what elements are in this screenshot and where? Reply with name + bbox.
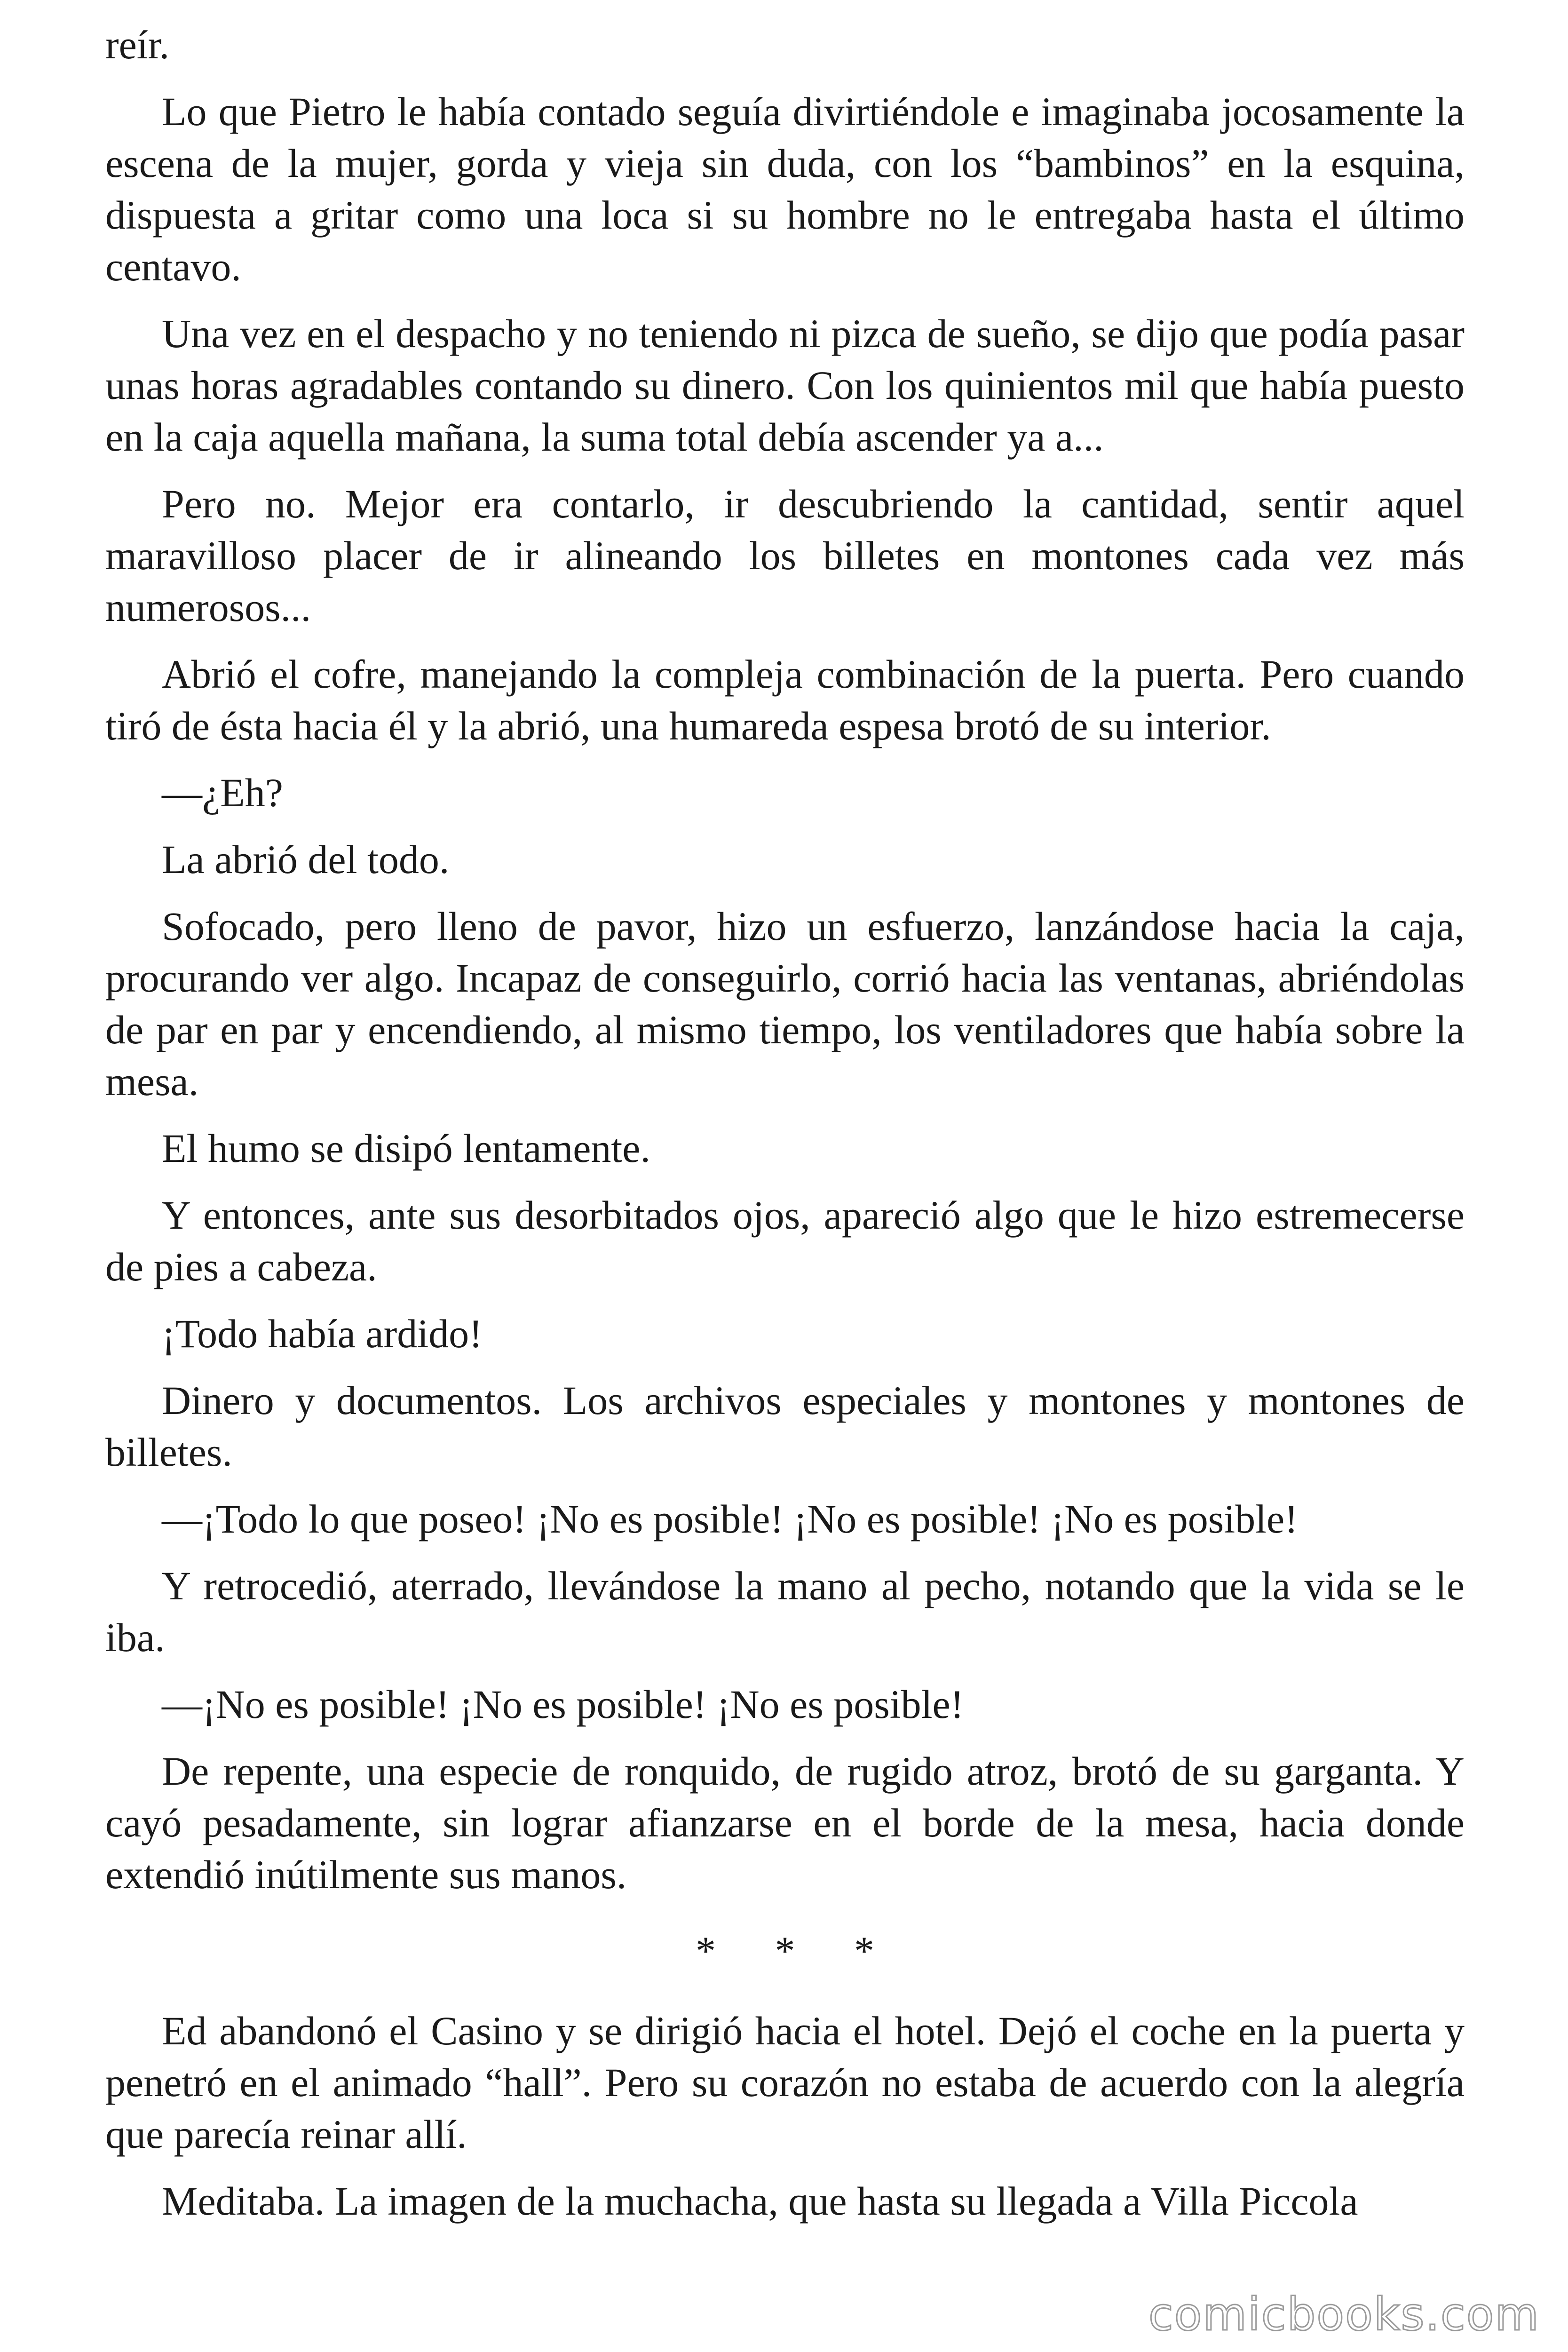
paragraph: Lo que Pietro le había contado seguía divirtiéndole e imaginaba jocosamente la escena de la mujer, gorda y vieja sin duda, con los “bambinos” en la esquina, dispuesta a gritar como una loca si su hombre no le entregaba hasta el último centavo. (105, 89, 1465, 289)
paragraph: Y retrocedió, aterrado, llevándose la mano al pecho, notando que la vida se le iba. (105, 1563, 1465, 1660)
paragraph: reír. (105, 22, 170, 67)
paragraph: Dinero y documentos. Los archivos especiales y montones y montones de billetes. (105, 1378, 1465, 1475)
dialogue-line: —¡Todo lo que poseo! ¡No es posible! ¡No es posible! ¡No es posible! (162, 1496, 1298, 1542)
paragraph: La abrió del todo. (162, 837, 450, 882)
paragraph: Abrió el cofre, manejando la compleja combinación de la puerta. Pero cuando tiró de ésta hacia él y la abrió, una humareda espesa brotó de su interior. (105, 652, 1465, 748)
paragraph: Sofocado, pero lleno de pavor, hizo un esfuerzo, lanzándose hacia la caja, procurando ver algo. Incapaz de conseguirlo, corrió hacia las ventanas, abriéndolas de par en par y encendiendo, al mismo tiempo, los ventiladores que había sobre la mesa. (105, 904, 1465, 1104)
section-separator (105, 1925, 1465, 1977)
paragraph: El humo se disipó lentamente. (162, 1126, 650, 1171)
paragraph: De repente, una especie de ronquido, de rugido atroz, brotó de su garganta. Y cayó pesadamente, sin lograr afianzarse en el borde de la mesa, hacia donde extendió inútilmente sus manos. (105, 1748, 1465, 1897)
separator-asterisk: * (775, 1928, 795, 1973)
paragraph: Y entonces, ante sus desorbitados ojos, apareció algo que le hizo estremecerse de pies a cabeza. (105, 1192, 1465, 1289)
separator-asterisk: * (854, 1928, 874, 1973)
watermark: comicbooks.com (1148, 2288, 1540, 2341)
paragraph: Pero no. Mejor era contarlo, ir descubriendo la cantidad, sentir aquel maravilloso placer de ir alineando los billetes en montones cada vez más numerosos... (105, 481, 1465, 630)
separator-asterisk: * (696, 1928, 716, 1973)
dialogue-line: —¿Eh? (162, 770, 283, 815)
paragraph: Una vez en el despacho y no teniendo ni pizca de sueño, se dijo que podía pasar unas horas agradables contando su dinero. Con los quinientos mil que había puesto en la caja aquella mañana, la suma total debía ascender ya a... (105, 311, 1465, 460)
paragraph: ¡Todo había ardido! (162, 1311, 483, 1356)
document-page (105, 19, 1465, 2242)
dialogue-line: —¡No es posible! ¡No es posible! ¡No es posible! (162, 1682, 964, 1727)
paragraph: Ed abandonó el Casino y se dirigió hacia el hotel. Dejó el coche en la puerta y penetró en el animado “hall”. Pero su corazón no estaba de acuerdo con la alegría que parecía reinar allí. (105, 2008, 1465, 2157)
paragraph: Meditaba. La imagen de la muchacha, que hasta su llegada a Villa Piccola (162, 2178, 1358, 2224)
